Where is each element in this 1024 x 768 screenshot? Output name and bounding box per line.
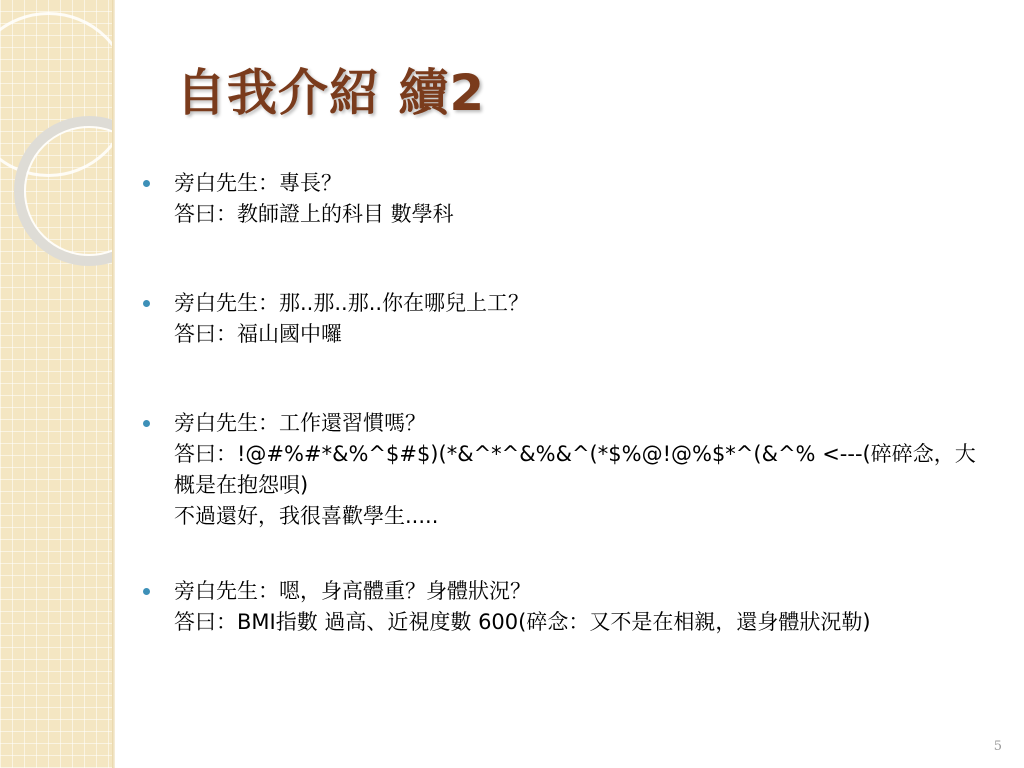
slide-title: 自我介紹 續2 (176, 64, 486, 122)
bullet-line: 旁白先生：專長？ (174, 171, 342, 195)
bullet-line: 答曰：福山國中囉 (174, 322, 342, 346)
bullet-line: 答曰：BMI指數 過高、近視度數 600(碎念：又不是在相親，還身體狀況勒) (174, 610, 871, 634)
decorative-sidebar (0, 0, 112, 768)
sidebar-edge (112, 0, 115, 768)
bullet-line: 旁白先生：工作還習慣嗎？ (174, 411, 426, 435)
list-item (140, 408, 985, 532)
list-item (140, 576, 985, 638)
bullet-line: 旁白先生：那..那..那..你在哪兒上工？ (174, 291, 530, 315)
list-item (140, 288, 985, 350)
bullet-list (140, 168, 985, 696)
list-item (140, 168, 985, 230)
bullet-line: 答曰：教師證上的科目 數學科 (174, 202, 454, 226)
bullet-line: 答曰：!@#%#*&%^$#$)(*&^*^&%&^(*$%@!@%$*^(&^% <---(碎碎念，大概是在抱怨唄) (174, 442, 976, 497)
bullet-line: 旁白先生：嗯，身高體重？身體狀況？ (174, 579, 531, 603)
bullet-line: 不過還好，我很喜歡學生..... (174, 504, 439, 528)
page-number: 5 (993, 739, 1002, 754)
